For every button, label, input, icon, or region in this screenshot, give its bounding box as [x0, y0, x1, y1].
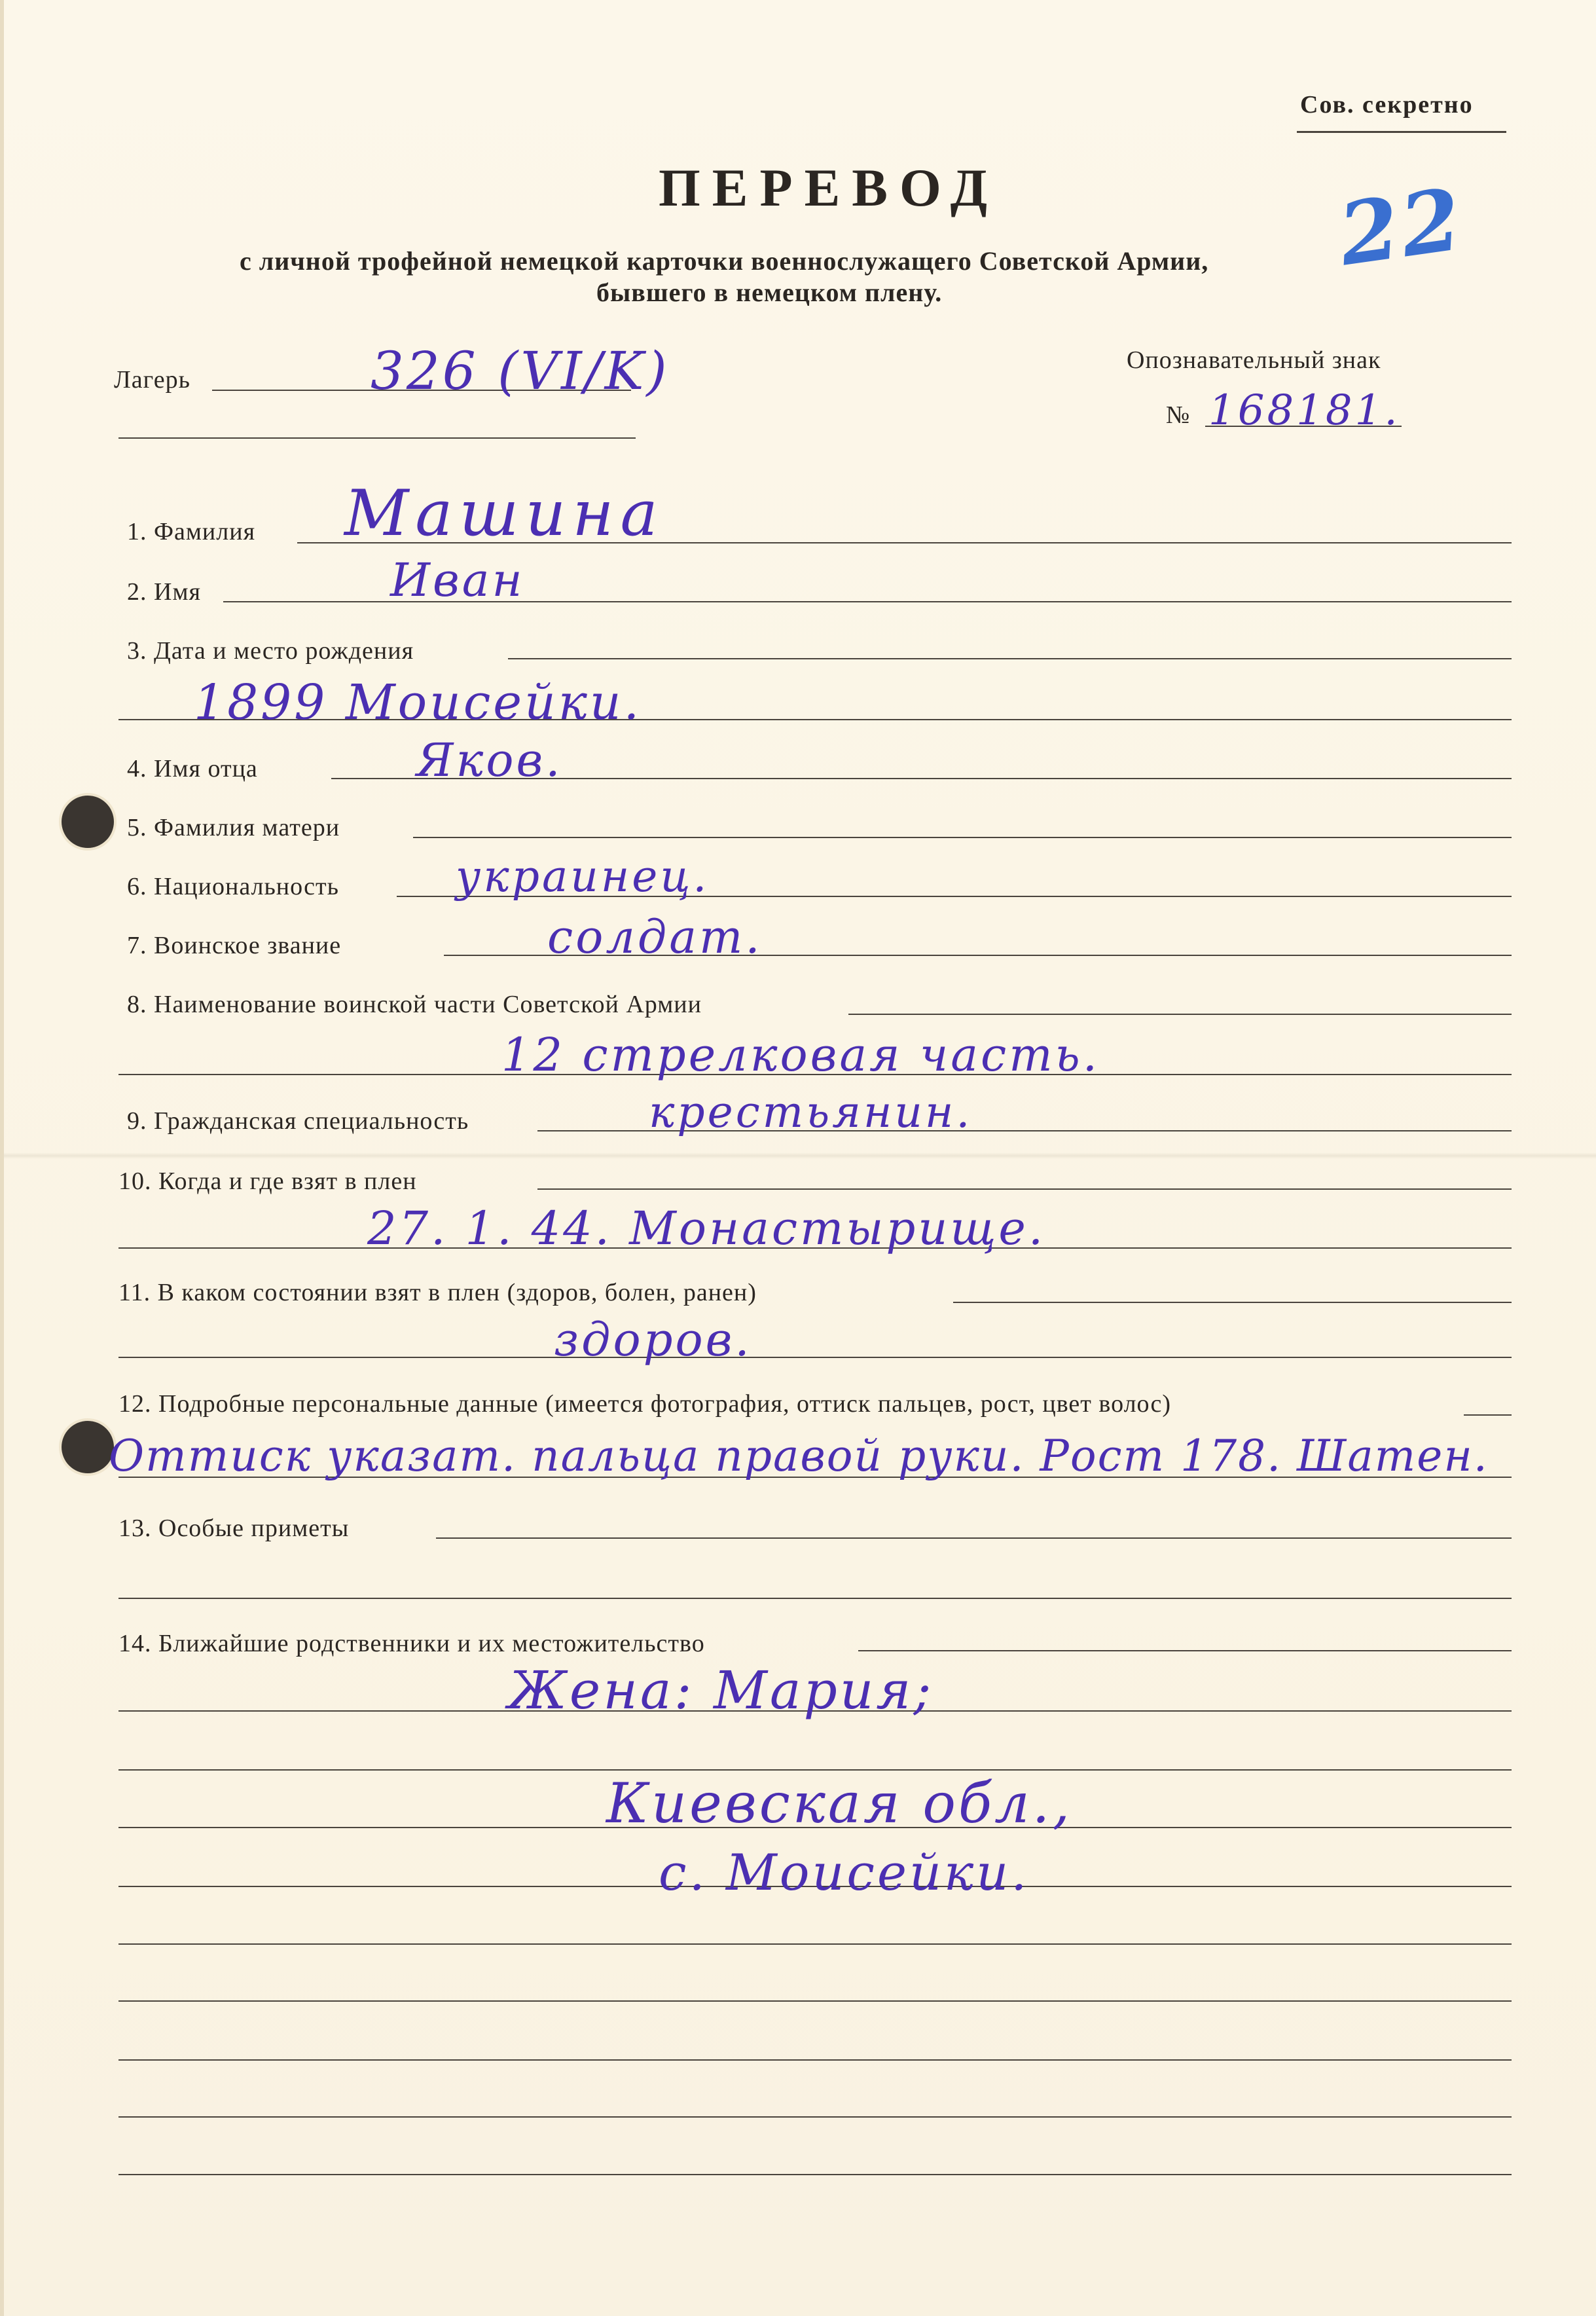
field-1-value: Машина — [344, 477, 664, 550]
field-14-line-10 — [118, 2174, 1512, 2175]
field-2-value: Иван — [390, 553, 525, 607]
field-11-line — [953, 1302, 1512, 1303]
field-8-label: 8. Наименование воинской части Советской Армии — [127, 991, 702, 1018]
tag-label: Опознавательный знак — [1127, 346, 1381, 374]
field-14-line-3 — [118, 1769, 1512, 1771]
field-14-line-8 — [118, 2059, 1512, 2061]
field-4-label: 4. Имя отца — [127, 755, 258, 782]
subtitle-line-1: с личной трофейной немецкой карточки военнослужащего Советской Армии, — [240, 246, 1209, 276]
field-14-line-7 — [118, 2000, 1512, 2002]
tag-number-label: № — [1166, 401, 1191, 429]
field-12-value: Оттиск указат. пальца правой руки. Рост 178. Шатен. — [109, 1431, 1489, 1481]
field-11-value: здоров. — [554, 1313, 752, 1367]
document-title: ПЕРЕВОД — [659, 158, 1000, 217]
field-2-label: 2. Имя — [127, 578, 201, 606]
camp-label: Лагерь — [114, 366, 190, 394]
field-13-label: 13. Особые приметы — [118, 1515, 350, 1542]
relatives-line-3: с. Моисейки. — [659, 1843, 1030, 1902]
field-12-label: 12. Подробные персональные данные (имеется фотография, оттиск пальцев, рост, цвет волос) — [118, 1390, 1171, 1418]
field-10-label: 10. Когда и где взят в плен — [118, 1167, 417, 1195]
field-8-value: 12 стрелковая часть. — [501, 1028, 1100, 1082]
punch-hole-top — [62, 796, 114, 848]
field-9-label: 9. Гражданская специальность — [127, 1107, 469, 1135]
field-5-line — [413, 837, 1512, 838]
secret-underline — [1297, 131, 1506, 133]
fold-crease — [4, 1152, 1596, 1159]
tag-value: 168181. — [1208, 386, 1400, 435]
field-13-line-2 — [118, 1598, 1512, 1599]
camp-value: 326 (VI/K) — [371, 340, 670, 401]
field-11-label: 11. В каком состоянии взят в плен (здоров, болен, ранен) — [118, 1279, 757, 1306]
field-14-label: 14. Ближайшие родственники и их местожительство — [118, 1630, 705, 1657]
field-3-value: 1899 Моисейки. — [194, 674, 642, 731]
relatives-line-1: Жена: Мария; — [508, 1660, 934, 1721]
field-13-line — [436, 1537, 1512, 1539]
field-6-label: 6. Национальность — [127, 873, 339, 900]
field-1-label: 1. Фамилия — [127, 518, 256, 545]
field-4-value: Яков. — [416, 733, 563, 787]
secret-stamp: Сов. секретно — [1300, 91, 1474, 119]
field-9-value: крестьянин. — [649, 1087, 973, 1137]
field-5-label: 5. Фамилия матери — [127, 814, 340, 841]
field-6-value: украинец. — [456, 851, 710, 902]
field-12-line — [1464, 1414, 1512, 1416]
field-7-value: солдат. — [547, 910, 763, 964]
field-8-line — [848, 1014, 1512, 1015]
punch-hole-bottom — [62, 1421, 114, 1473]
field-11-line-2 — [118, 1357, 1512, 1358]
field-7-label: 7. Воинское звание — [127, 932, 342, 959]
field-3-line — [508, 658, 1512, 659]
pencil-sheet-number: 22 — [1333, 168, 1470, 285]
field-10-value: 27. 1. 44. Монастырище. — [367, 1202, 1046, 1255]
field-14-line-6 — [118, 1943, 1512, 1945]
field-14-line — [858, 1650, 1512, 1651]
field-14-line-9 — [118, 2116, 1512, 2118]
camp-line-2 — [118, 437, 636, 439]
relatives-line-2: Киевская обл., — [606, 1771, 1073, 1835]
field-10-line — [537, 1188, 1512, 1190]
field-3-label: 3. Дата и место рождения — [127, 637, 414, 665]
subtitle-line-2: бывшего в немецком плену. — [596, 278, 943, 307]
